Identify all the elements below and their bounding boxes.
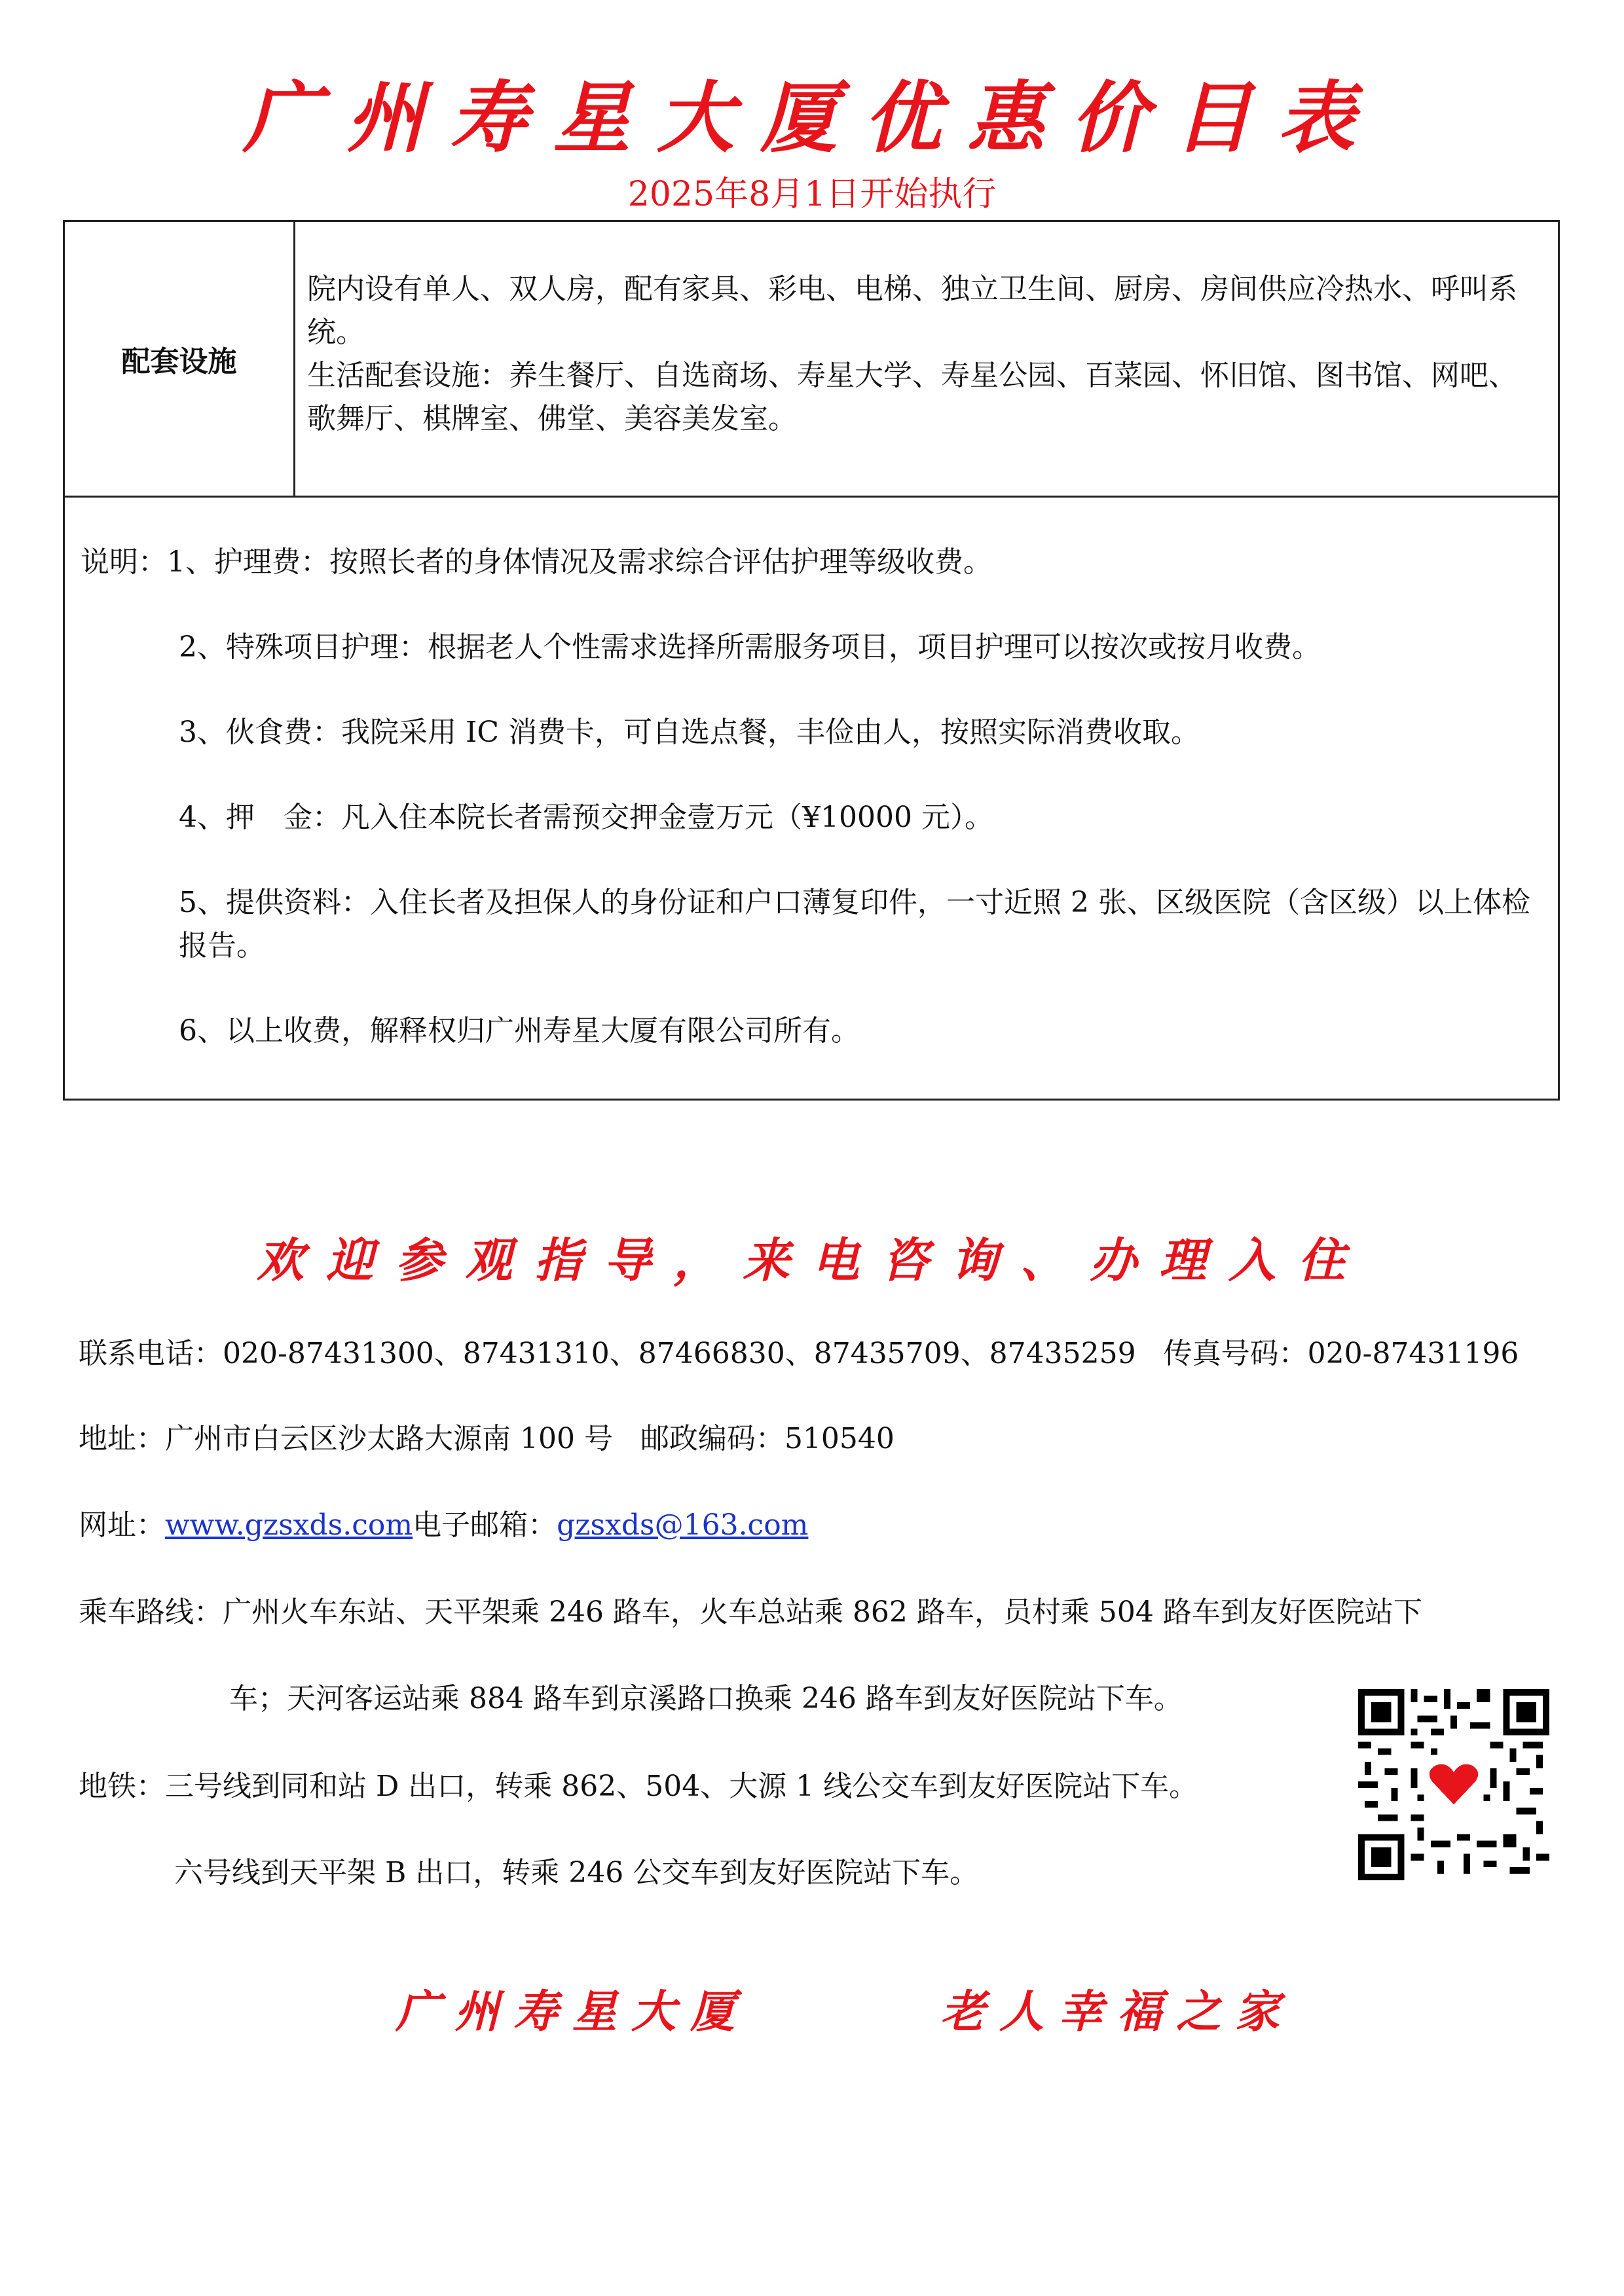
welcome-slogan: 欢迎参观指导，来电咨询、办理入住 bbox=[256, 1232, 1367, 1288]
facilities-room-text: 院内设有单人、双人房，配有家具、彩电、电梯、独立卫生间、厨房、房间供应冷热水、呼叫系统。 bbox=[307, 272, 1517, 349]
page-title: 广州寿星大厦优惠价目表 bbox=[242, 72, 1381, 163]
bus-label: 乘车路线： bbox=[79, 1595, 223, 1629]
qr-code-icon bbox=[1358, 1689, 1549, 1880]
metro-line-1 bbox=[79, 1765, 1198, 1808]
footer-tagline: 老人幸福之家 bbox=[940, 1986, 1295, 2038]
email-link[interactable]: gzsxds@163.com bbox=[557, 1508, 809, 1542]
postcode-label: 邮政编码： bbox=[640, 1422, 784, 1455]
note-item: 2、特殊项目护理：根据老人个性需求选择所需服务项目，项目护理可以按次或按月收费。 bbox=[179, 630, 1321, 664]
postcode-text: 510540 bbox=[784, 1422, 895, 1455]
facilities-life-text: 生活配套设施：养生餐厅、自选商场、寿星大学、寿星公园、百菜园、怀旧馆、图书馆、网吧、歌舞厅、棋牌室、佛堂、美容美发室。 bbox=[307, 359, 1517, 435]
facilities-table bbox=[63, 220, 1560, 498]
effective-date: 2025年8月1日开始执行 bbox=[627, 175, 997, 214]
address-text: 广州市白云区沙太路大源南 100 号 bbox=[165, 1422, 613, 1455]
phone-numbers: 020-87431300、87431310、87466830、87435709、87435259 bbox=[223, 1337, 1136, 1370]
metro-route-text-1: 三号线到同和站 D 出口，转乘 862、504、大源 1 线公交车到友好医院站下车。 bbox=[165, 1770, 1198, 1803]
note-item: 3、伙食费：我院采用 IC 消费卡，可自选点餐，丰俭由人，按照实际消费收取。 bbox=[179, 716, 1200, 749]
email-label: 电子邮箱： bbox=[413, 1508, 557, 1542]
address-label: 地址： bbox=[79, 1422, 165, 1455]
note-item: 5、提供资料：入住长者及担保人的身份证和户口薄复印件，一寸近照 2 张、区级医院（含区级）以上体检报告。 bbox=[179, 886, 1530, 962]
metro-line-2: 六号线到天平架 B 出口，转乘 246 公交车到友好医院站下车。 bbox=[174, 1856, 979, 1889]
facilities-description bbox=[307, 268, 1545, 441]
notes-prefix: 说明： bbox=[81, 545, 167, 579]
web-label: 网址： bbox=[79, 1508, 165, 1542]
contact-phone-line bbox=[79, 1332, 1519, 1376]
bus-line-1 bbox=[79, 1591, 1422, 1634]
address-line bbox=[79, 1417, 895, 1461]
website-link[interactable]: www.gzsxds.com bbox=[165, 1508, 413, 1542]
metro-label: 地铁： bbox=[79, 1770, 165, 1803]
facilities-label: 配套设施 bbox=[65, 222, 295, 496]
footer-brand: 广州寿星大厦 bbox=[396, 1986, 750, 2038]
note-item: 6、以上收费，解释权归广州寿星大厦有限公司所有。 bbox=[179, 1014, 860, 1048]
note-item: 4、押 金：凡入住本院长者需预交押金壹万元（¥10000 元）。 bbox=[179, 801, 993, 834]
fax-number: 020-87431196 bbox=[1307, 1337, 1519, 1370]
fax-label: 传真号码： bbox=[1163, 1337, 1308, 1370]
bus-route-text-1: 广州火车东站、天平架乘 246 路车，火车总站乘 862 路车，员村乘 504 路车到友好医院站下 bbox=[223, 1595, 1422, 1629]
phone-label: 联系电话： bbox=[79, 1337, 223, 1370]
bus-line-2: 车；天河客运站乘 884 路车到京溪路口换乘 246 路车到友好医院站下车。 bbox=[229, 1682, 1183, 1715]
notes-table bbox=[63, 496, 1560, 1101]
notes-list bbox=[81, 541, 1547, 1095]
web-line bbox=[79, 1504, 808, 1547]
note-item: 说明：1、护理费：按照长者的身体情况及需求综合评估护理等级收费。 bbox=[81, 545, 992, 579]
